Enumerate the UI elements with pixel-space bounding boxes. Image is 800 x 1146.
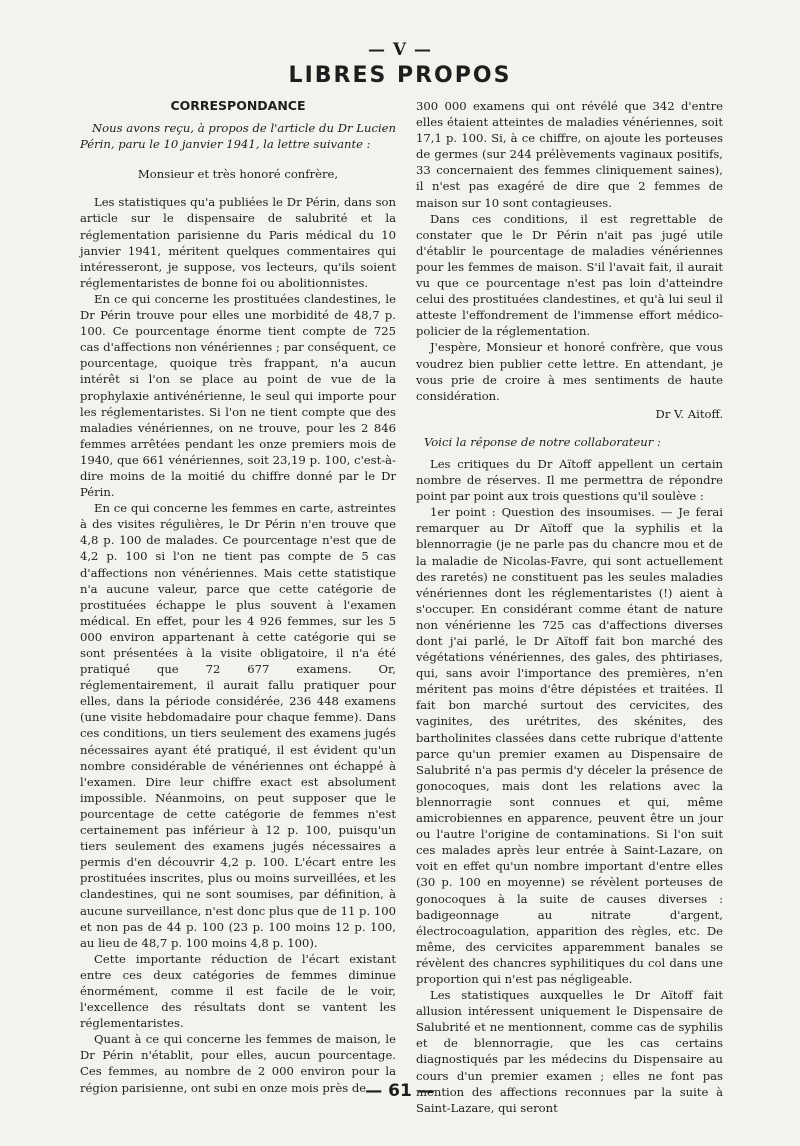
- left-column: [80, 98, 396, 1096]
- paragraph: 1er point : Question des insoumises. — Je ferai remarquer au Dr Aïtoff que la syphilis et la blennorragie (je ne parle pas du chancre mou et de la maladie de Nicolas-Favre, qui sont actuellement des raretés) ne constituent pas les seules maladies vénériennes dont les réglementaristes (!) aient à s'occuper. En considérant comme étant de nature non vénérienne les 725 cas d'affections diverses dont j'ai parlé, le Dr Aïtoff fait bon marché des végétations vénériennes, des gales, des phtiriases, qui, sans avoir l'importance des premières, n'en méritent pas moins d'être dépistées et traitées. Il fait bon marché surtout des cervicites, des vaginites, des urétrites, des skénites, des bartholinites classées dans cette rubrique d'attente parce qu'un premier examen au Dispensaire de Salubrité n'a pas permis d'y déceler la présence de gonocoques, mais dont les relations avec la blennorragie sont connues et qui, même amicrobiennes en apparence, peuvent être un jour ou l'autre l'origine de contaminations. Si l'on suit ces malades après leur entrée à Saint-Lazare, on voit en effet qu'un nombre important d'entre elles (30 p. 100 en moyenne) se révèlent porteuses de gonocoques à la suite de causes diverses : badigeonnage au nitrate d'argent, électrocoagulation, apparition des règles, etc. De même, des cervicites apparemment banales se révèlent des chancres syphilitiques du col dans une proportion qui n'est pas négligeable.: [416, 505, 723, 986]
- page-title: LIBRES PROPOS: [288, 63, 512, 88]
- paragraph: 300 000 examens qui ont révélé que 342 d'entre elles étaient atteintes de maladies vénériennes, soit 17,1 p. 100. Si, à ce chiffre, on ajoute les porteuses de germes (sur 244 prélèvements vaginaux positifs, 33 concernaient des femmes cliniquement saines), il n'est pas exagéré de dire que 2 femmes de maison sur 10 sont contagieuses.: [416, 99, 723, 210]
- paragraph: Cette importante réduction de l'écart existant entre ces deux catégories de femmes diminue énormément, comme il est facile de le voir, l'excellence des résultats dont se vantent les réglementaristes.: [80, 951, 396, 1031]
- paragraph: Dans ces conditions, il est regrettable de constater que le Dr Périn n'ait pas jugé utile d'établir le pourcentage de maladies vénériennes pour les femmes de maison. S'il l'avait fait, il aurait vu que ce pourcentage n'est pas loin d'atteindre celui des prostituées clandestines, et qu'à lui seul il atteste l'effondrement de l'immense effort médico-policier de la réglementation.: [416, 211, 723, 339]
- page-number: — 61 —: [365, 1081, 435, 1101]
- paragraph: En ce qui concerne les prostituées clandestines, le Dr Périn trouve pour elles une morbidité de 48,7 p. 100. Ce pourcentage énorme tient compte de 725 cas d'affections non vénériennes ; par conséquent, ce pourcentage, quoique très frappant, n'a aucun intérêt si l'on se place au point de vue de la prophylaxie antivénérienne, le seul qui importe pour les réglementaristes. Si l'on ne tient compte que des maladies vénériennes, on ne trouve, pour les 2 846 femmes arrêtées pendant les onze premiers mois de 1940, que 661 vénériennes, soit 23,19 p. 100, c'est-à-dire moins de la moitié du chiffre donné par le Dr Périn.: [80, 291, 396, 500]
- paragraph: Les statistiques auxquelles le Dr Aïtoff fait allusion intéressent uniquement le Dispensaire de Salubrité et ne mentionnent, comme cas de syphilis et de blennorragie, que les cas certains diagnostiqués par les médecins du Dispensaire au cours d'un premier examen ; elles ne font pas mention des affections reconnues par la suite à Saint-Lazare, qui seront: [416, 988, 723, 1115]
- editorial-intro: Nous avons reçu, à propos de l'article du Dr Lucien Périn, paru le 10 janvier 1941, la lettre suivante :: [80, 121, 396, 152]
- reply-intro: Voici la réponse de notre collaborateur :: [424, 434, 661, 449]
- letter-salutation: Monsieur et très honoré confrère,: [137, 167, 339, 182]
- paragraph: Les statistiques qu'a publiées le Dr Périn, dans son article sur le dispensaire de salubrité et la réglementation parisienne du Paris médical du 10 janvier 1941, méritent quelques commentaires qui intéresseront, je suppose, vos lecteurs, qu'ils soient réglementaristes de bonne foi ou abolitionnistes.: [80, 195, 396, 290]
- paragraph: En ce qui concerne les femmes en carte, astreintes à des visites régulières, le Dr Périn n'en trouve que 4,8 p. 100 de malades. Ce pourcentage n'est que de 4,2 p. 100 si l'on ne tient pas compte de 5 cas d'affections non vénériennes. Mais cette statistique n'a aucune valeur, parce que cette catégorie de prostituées échappe le plus souvent à l'examen médical. En effet, pour les 4 926 femmes, sur les 5 000 environ appartenant à cette catégorie qui se sont présentées à la visite obligatoire, il n'a été pratiqué que 72 677 examens. Or, réglementairement, il aurait fallu pratiquer pour elles, dans la période considérée, 236 448 examens (une visite hebdomadaire pour chaque femme). Dans ces conditions, un tiers seulement des examens jugés nécessaires ayant été pratiqué, il est évident qu'un nombre considérable de vénériennes ont échappé à l'examen. Dire leur chiffre exact est absolument impossible. Néanmoins, on peut supposer que le pourcentage de cette catégorie de femmes n'est certainement pas inférieur à 12 p. 100, puisqu'un tiers seulement des examens jugés nécessaires a permis d'en découvrir 4,2 p. 100. L'écart entre les prostituées inscrites, plus ou moins surveillées, et les clandestines, qui ne sont soumises, par définition, à aucune surveillance, n'est donc plus que de 11 p. 100 et non pas de 44 p. 100 (23 p. 100 moins 12 p. 100, au lieu de 48,7 p. 100 moins 4,8 p. 100).: [80, 501, 396, 950]
- letter-signature: Dr V. Aitoff.: [655, 406, 723, 421]
- paragraph: Les critiques du Dr Aïtoff appellent un certain nombre de réserves. Il me permettra de répondre point par point aux trois questions qu'il soulève :: [416, 456, 723, 504]
- right-column: [416, 98, 723, 1116]
- section-heading: CORRESPONDANCE: [170, 98, 306, 113]
- paragraph: J'espère, Monsieur et honoré confrère, que vous voudrez bien publier cette lettre. En attendant, je vous prie de croire à mes sentiments de haute considération.: [416, 340, 723, 403]
- page-number-roman: — V —: [367, 40, 433, 60]
- paragraph: Quant à ce qui concerne les femmes de maison, le Dr Périn n'établit, pour elles, aucun pourcentage. Ces femmes, au nombre de 2 000 environ pour la région parisienne, ont subi en onze mois près de: [80, 1032, 396, 1095]
